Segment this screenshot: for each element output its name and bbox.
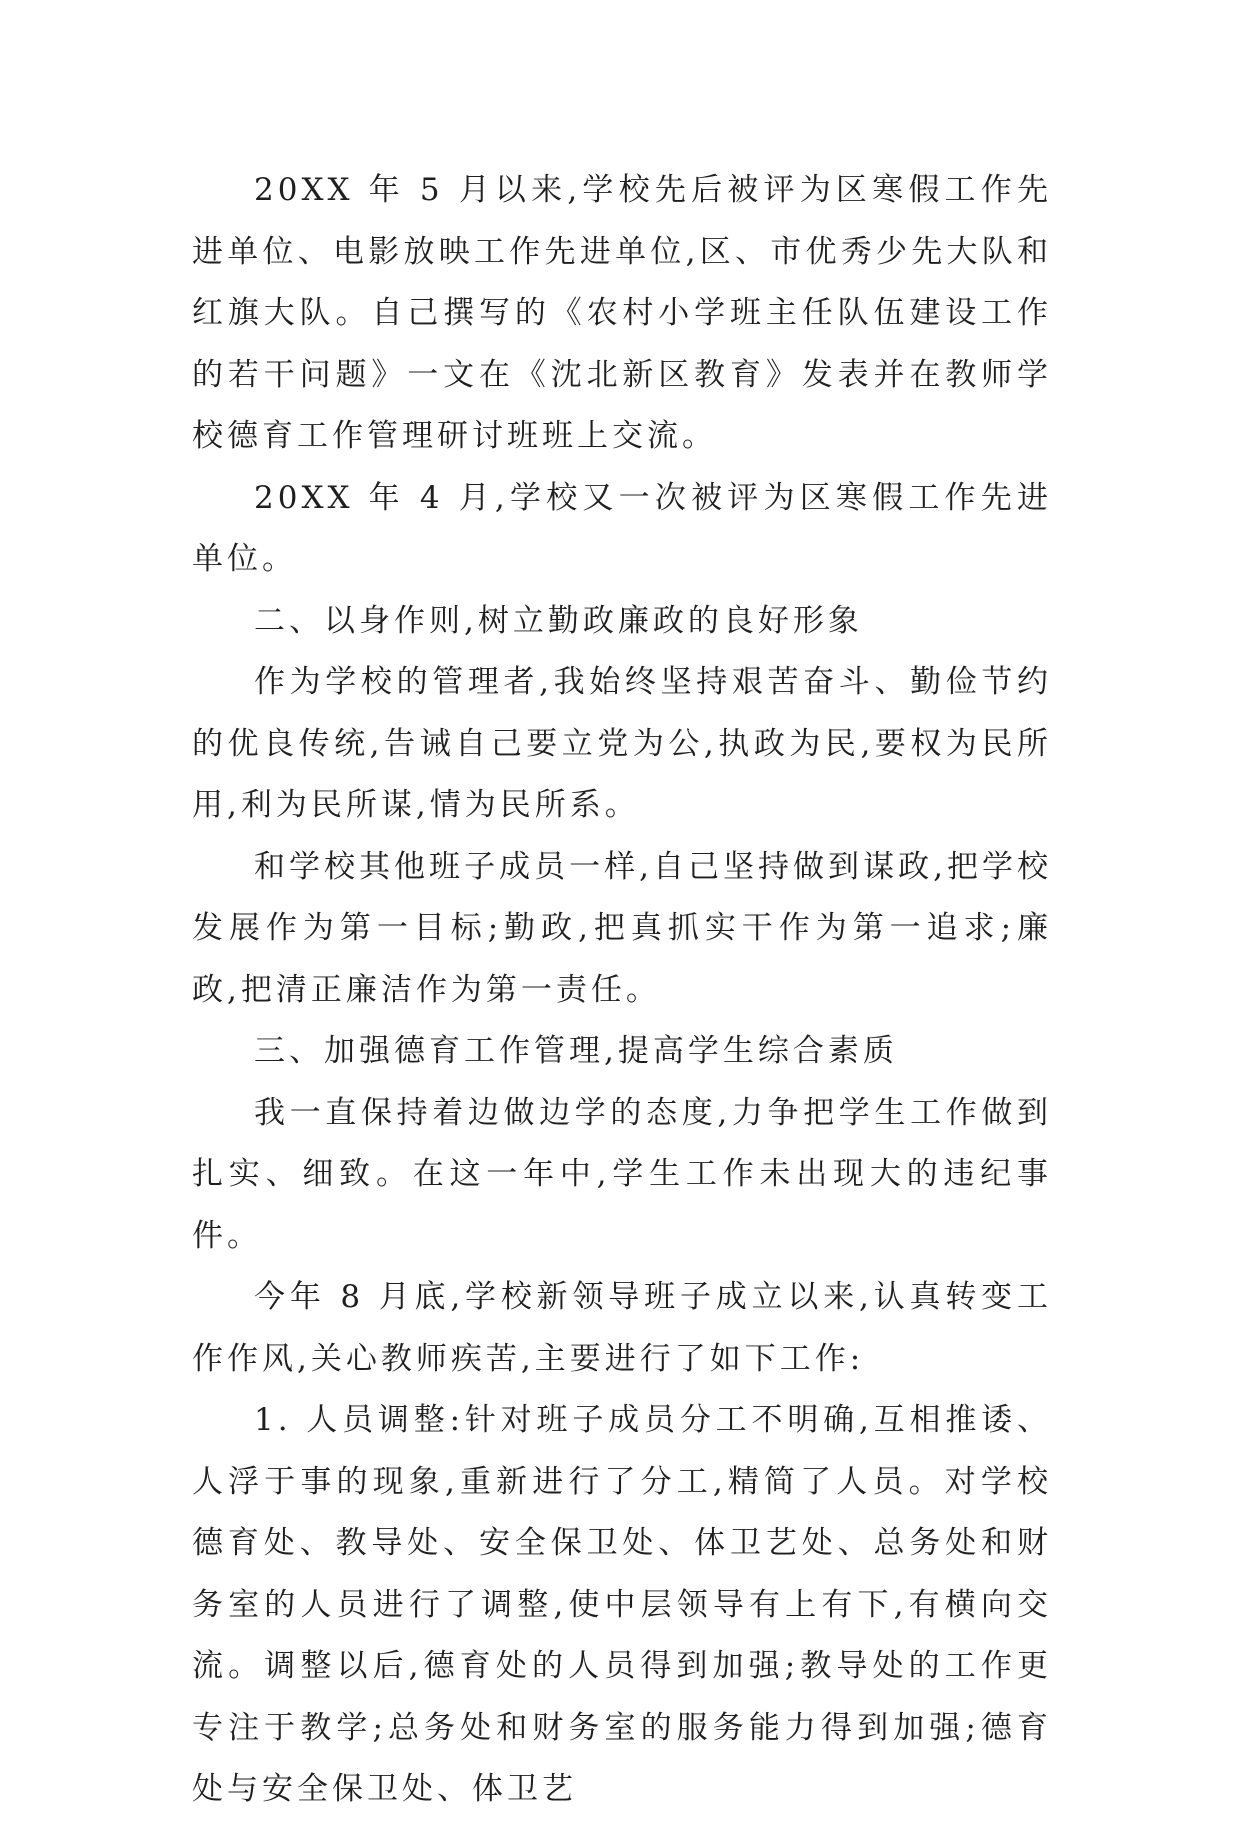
paragraph-staff-adjustment: 1. 人员调整:针对班子成员分工不明确,互相推诿、人浮于事的现象,重新进行了分工,精简了人员。对学校德育处、教导处、安全保卫处、体卫艺处、总务处和财务室的人员进行了调整,使中层领导有上有下,有横向交流。调整以后,德育处的人员得到加强;教导处的工作更专注于教学;总务处和财务室的服务能力得到加强;德育处与安全保卫处、体卫艺 xyxy=(192,1402,1052,1807)
paragraph-april-award: 20XX 年 4 月,学校又一次被评为区寒假工作先进单位。 xyxy=(192,479,1052,577)
section-heading-3: 三、加强德育工作管理,提高学生综合素质 xyxy=(254,1033,898,1069)
section-heading-2: 二、以身作则,树立勤政廉政的良好形象 xyxy=(254,602,863,639)
paragraph-manager: 作为学校的管理者,我始终坚持艰苦奋斗、勤俭节约的优良传统,告诫自己要立党为公,执政为民,要权为民所用,利为民所谋,情为民所系。 xyxy=(192,664,1052,823)
document-page xyxy=(192,160,1052,1821)
paragraph-team: 和学校其他班子成员一样,自己坚持做到谋政,把学校发展作为第一目标;勤政,把真抓实干作为第一追求;廉政,把清正廉洁作为第一责任。 xyxy=(192,848,1052,1008)
paragraph-honors: 20XX 年 5 月以来,学校先后被评为区寒假工作先进单位、电影放映工作先进单位,区、市优秀少先大队和红旗大队。自己撰写的《农村小学班主任队伍建设工作的若干问题》一文在《沈北新区教育》发表并在教师学校德育工作管理研讨班班上交流。 xyxy=(192,172,1052,454)
paragraph-new-leadership: 今年 8 月底,学校新领导班子成立以来,认真转变工作作风,关心教师疾苦,主要进行了如下工作: xyxy=(192,1279,1052,1377)
paragraph-student-work: 我一直保持着边做边学的态度,力争把学生工作做到扎实、细致。在这一年中,学生工作未出现大的违纪事件。 xyxy=(192,1094,1052,1254)
